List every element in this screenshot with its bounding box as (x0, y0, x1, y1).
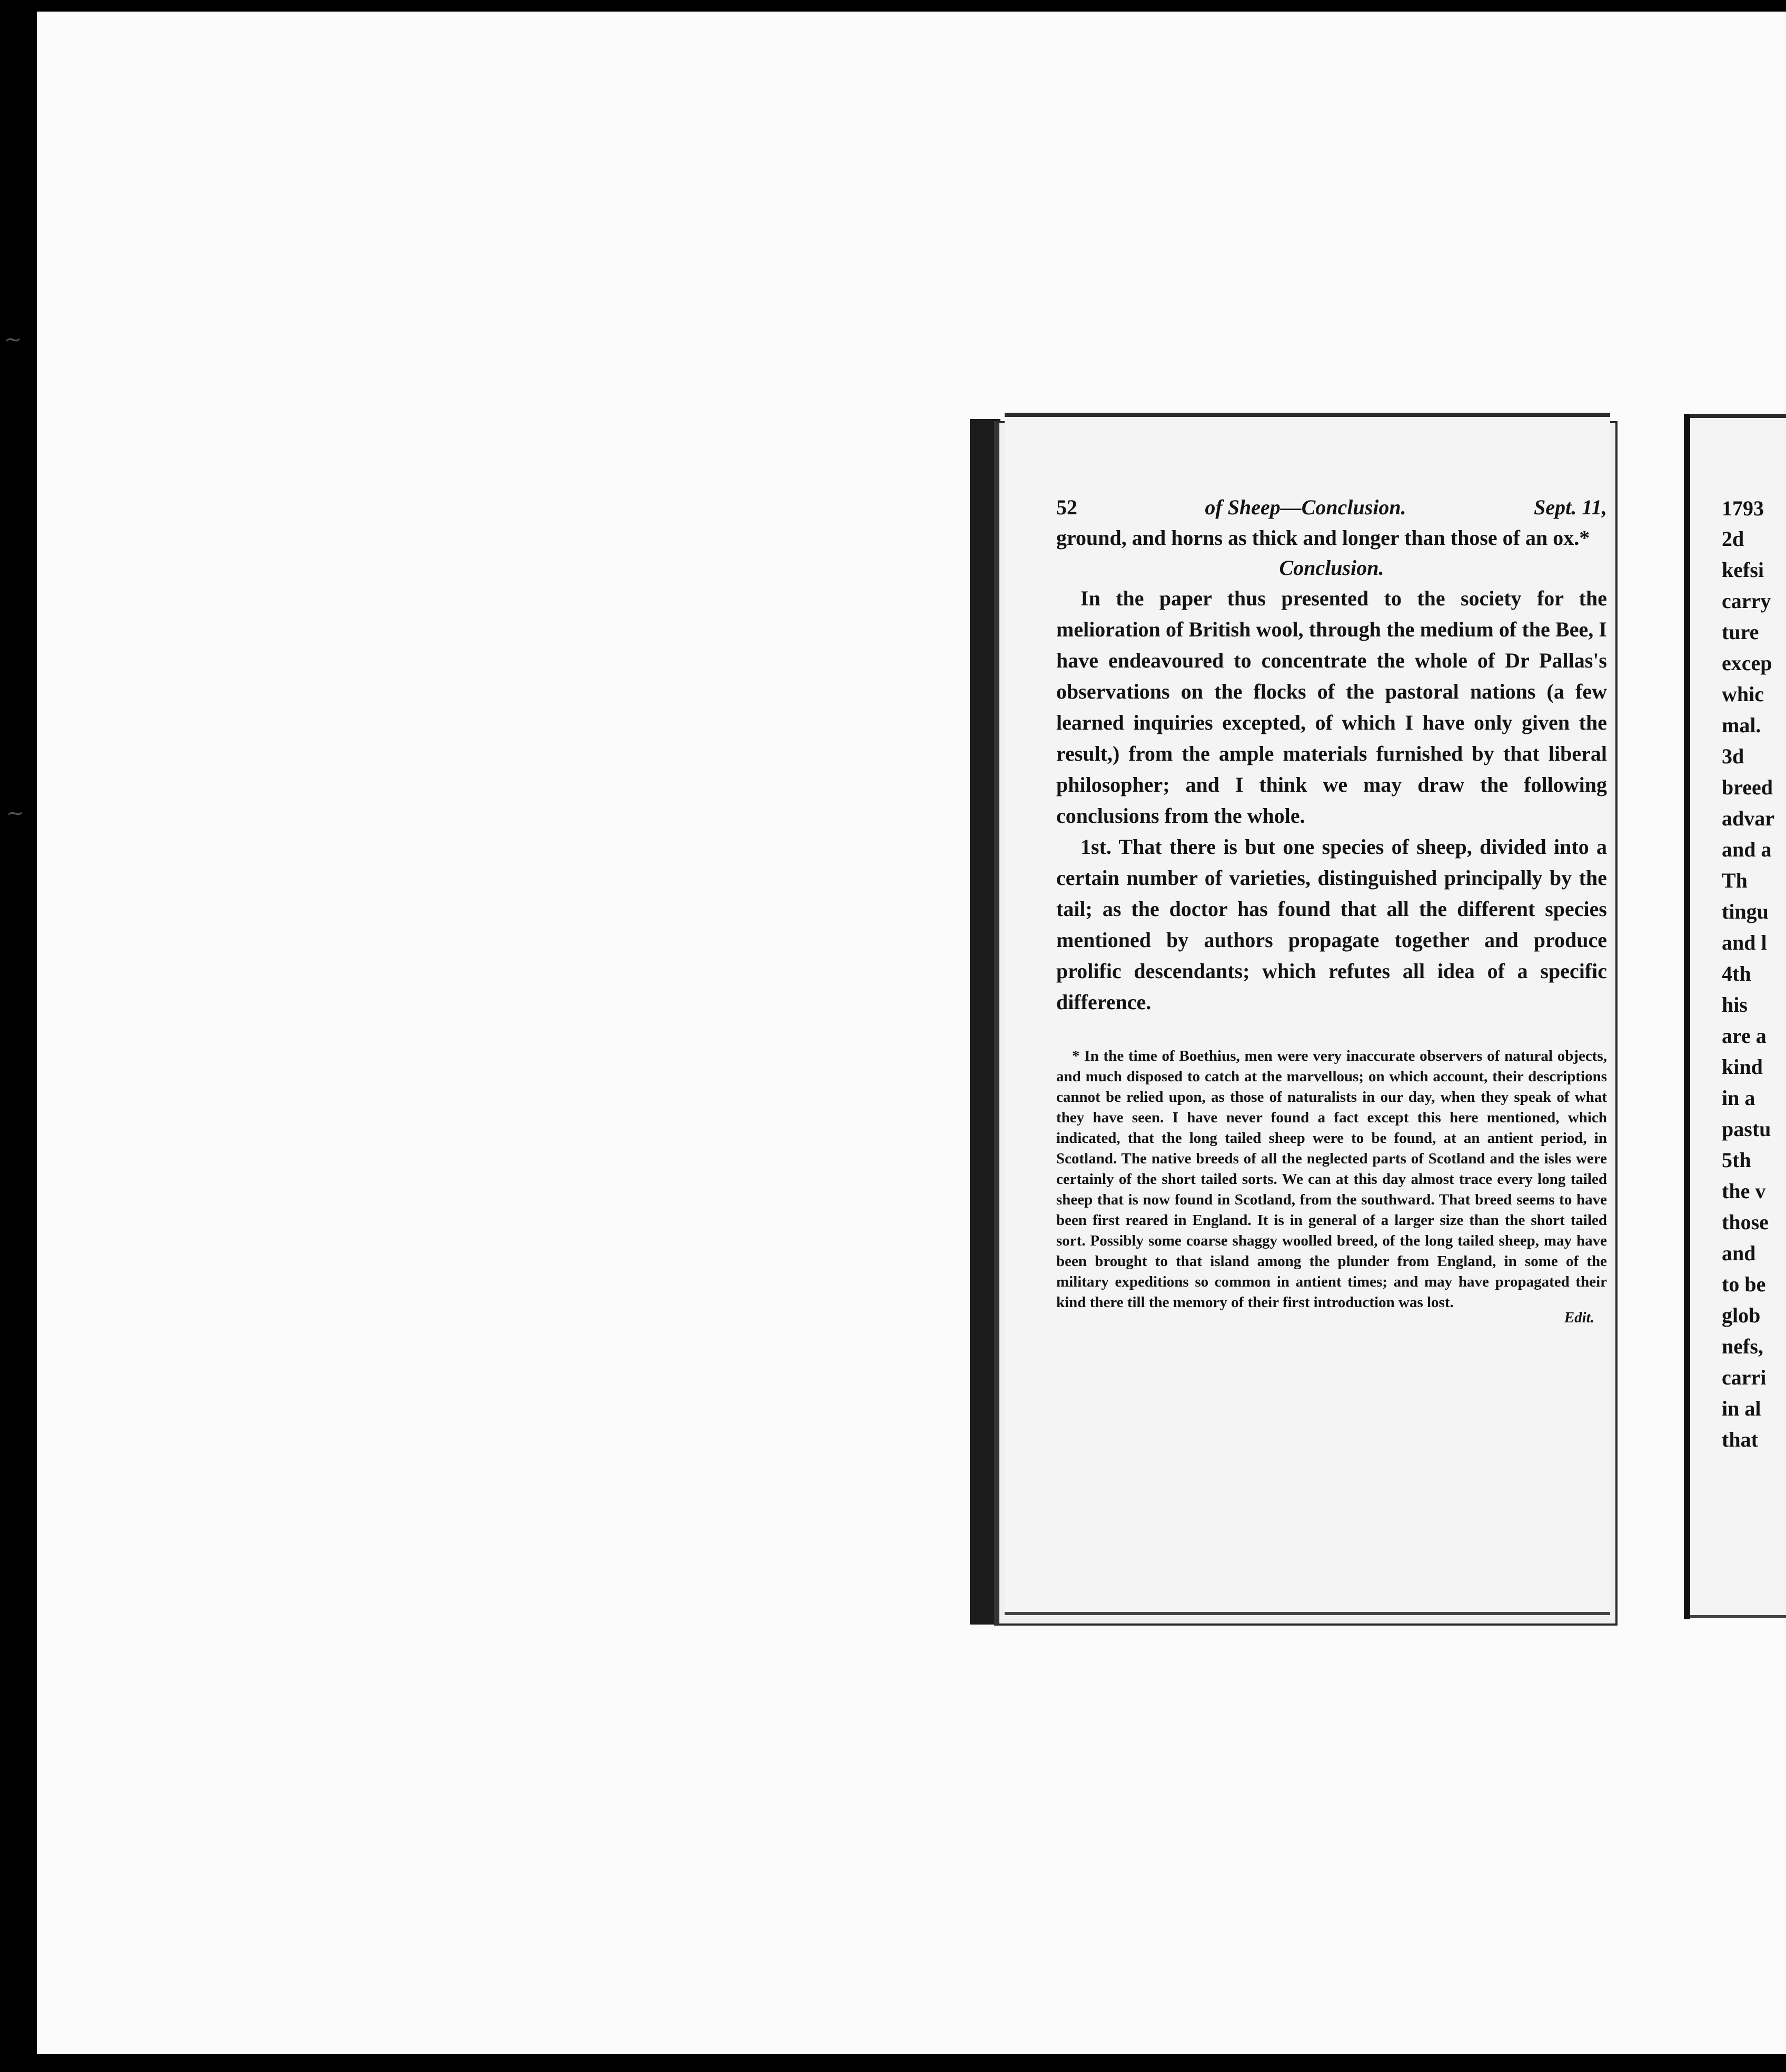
running-date: Sept. 11, (1534, 495, 1607, 519)
right-page-line-fragment: 4th (1722, 962, 1751, 985)
right-page-line-fragment: kefsi (1722, 558, 1764, 582)
right-page-line-fragment: glob (1722, 1303, 1761, 1327)
right-page-line-fragment: 3d (1722, 744, 1744, 768)
right-page-line-fragment: Th (1722, 869, 1748, 892)
right-page-line-fragment: are a (1722, 1024, 1767, 1048)
right-page-line-fragment: the v (1722, 1179, 1766, 1203)
right-page-lines (1722, 496, 1786, 1455)
right-page-line-fragment: kind (1722, 1055, 1763, 1079)
right-page (1690, 414, 1786, 1618)
running-title: of Sheep—Conclusion. (1205, 495, 1406, 519)
section-heading: Conclusion. (1279, 556, 1384, 580)
page-number: 52 (1056, 495, 1077, 519)
right-page-line-fragment: ture (1722, 620, 1759, 644)
right-page-line-fragment: tingu (1722, 900, 1769, 923)
right-page-line-fragment: breed (1722, 775, 1773, 799)
book-gutter (1684, 414, 1690, 1619)
right-page-line-fragment: whic (1722, 682, 1764, 706)
footnote-text: * In the time of Boethius, men were very inaccurate observers of natural objects, and much disposed to catch at the marvellous; on which account, their descriptions cannot be relied upon, as those of naturalists in our day, when they speak of what they have seen. I have never found a fact except this here mentioned, which indicated, that the long tailed sheep were to be found, at an antient period, in Scotland. The native breeds of all the neglected parts of Scotland and the isles were certainly of the short tailed sorts. We can at this day almost trace every long tailed sheep that is now found in Scotland, from the southward. That breed seems to have been first reared in England. It is in general of a larger size than the short tailed sort. Possibly some coarse shaggy woolled breed, of the long tailed sheep, may have been brought to that island among the plunder from England, in some of the military expeditions so common in antient times; and may have propagated their kind there till the memory of their first introduction was lost. (1056, 1048, 1607, 1311)
right-page-line-fragment: 5th (1722, 1148, 1751, 1172)
right-page-line-fragment: nefs, (1722, 1334, 1763, 1358)
left-page (1005, 413, 1610, 1615)
right-page-line-fragment: excep (1722, 651, 1772, 675)
right-page-line-fragment: and (1722, 1241, 1756, 1265)
running-head (1056, 495, 1607, 520)
paragraph-intro: In the paper thus presented to the society for the melioration of British wool, through the medium of the Bee, I have endeavoured to concentrate the whole of Dr Pallas's observations on the flocks of the pastoral nations (a few learned inquiries excepted, of which I have only given the result,) from the ample materials furnished by that liberal philosopher; and I think we may draw the following conclusions from the whole. (1056, 586, 1607, 828)
carryover-text: ground, and horns as thick and longer than those of an ox.* (1056, 526, 1590, 550)
right-page-line-fragment: his (1722, 993, 1748, 1017)
right-page-line-fragment: in al (1722, 1397, 1761, 1420)
right-page-line-fragment: advar (1722, 806, 1774, 830)
right-page-line-fragment: that (1722, 1428, 1758, 1451)
right-page-line-fragment: in a (1722, 1086, 1755, 1110)
footnote-signature: Edit. (1564, 1309, 1594, 1326)
scan-mark: ~ (6, 801, 24, 825)
right-page-line-fragment: mal. (1722, 713, 1761, 737)
left-page-content (1056, 495, 1607, 1343)
right-page-line-fragment: carry (1722, 589, 1771, 613)
right-page-line-fragment: those (1722, 1210, 1769, 1234)
right-page-line-fragment: to be (1722, 1272, 1766, 1296)
right-page-line-fragment: carri (1722, 1366, 1767, 1389)
right-page-header-fragment: 1793 (1722, 496, 1764, 520)
right-page-line-fragment: and l (1722, 931, 1767, 954)
footnote (1056, 1046, 1607, 1313)
scan-mark: ~ (4, 327, 22, 352)
paragraph-first-conclusion: 1st. That there is but one species of sheep, divided into a certain number of varieties, distinguished principally by the tail; as the doctor has found that all the different species mentioned by authors propagate together and produce prolific descendants; which refutes all idea of a specific difference. (1056, 835, 1607, 1014)
right-page-line-fragment: 2d (1722, 527, 1744, 551)
right-page-line-fragment: pastu (1722, 1117, 1771, 1141)
open-book (970, 410, 1786, 1636)
right-page-line-fragment: and a (1722, 838, 1772, 861)
